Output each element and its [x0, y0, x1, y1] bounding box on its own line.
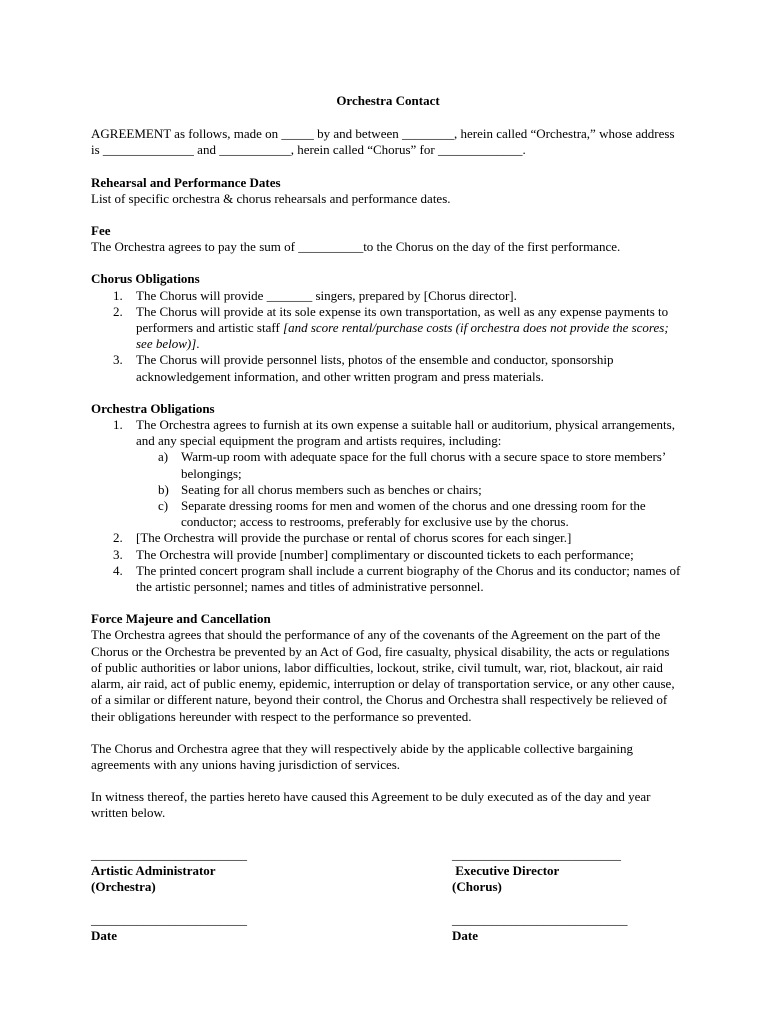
- force-majeure-heading: Force Majeure and Cancellation: [91, 611, 271, 627]
- list-item: [91, 288, 681, 304]
- list-item-text: The Orchestra agrees to furnish at its own expense a suitable hall or auditorium, physical arrangements, and any special equipment the program and artists requires, including:: [136, 417, 675, 449]
- list-marker: 4.: [113, 562, 123, 578]
- sub-list-marker: c): [158, 498, 169, 514]
- section-rehearsal: [91, 175, 681, 207]
- fee-body: The Orchestra agrees to pay the sum of __________to the Chorus on the day of the first performance.: [91, 239, 621, 255]
- list-marker: 2.: [113, 530, 123, 546]
- date-label: Date: [452, 928, 478, 944]
- list-marker: 3.: [113, 352, 123, 368]
- list-marker: 2.: [113, 303, 123, 319]
- sub-list-item: [136, 449, 681, 481]
- list-item-text: The Chorus will provide _______ singers, prepared by [Chorus director].: [136, 287, 517, 303]
- list-item-italic-note: [and score rental/purchase costs (if orchestra does not provide the scores; see below)]: [136, 320, 669, 352]
- rehearsal-heading: Rehearsal and Performance Dates: [91, 174, 281, 190]
- sub-list-item: [136, 498, 681, 530]
- date-block-chorus: [452, 912, 628, 944]
- sub-list-item-text: Separate dressing rooms for men and women of the chorus and one dressing room for the conductor; access to restrooms, preferably for exclusive use by the chorus.: [181, 498, 646, 530]
- force-majeure-body: The Orchestra agrees that should the performance of any of the covenants of the Agreement on the part of the Chorus or the Orchestra be prevented by an Act of God, fire casualty, physical disability, the acts or regulations of public authorities or labor unions, labor difficulties, lockout, strike, civil tumult, war, riot, blackout, air raid alarm, air raid, act of public enemy, epidemic, interruption or delay of transportation service, or any other cause, of a similar or different nature, beyond their control, the Chorus and Orchestra shall respectively be relieved of their obligations hereunder with respect to the performance so prevented.: [91, 627, 675, 724]
- sub-list-item-text: Warm-up room with adequate space for the full chorus with a secure space to store members’ belongings;: [181, 449, 666, 481]
- list-item: [91, 417, 681, 530]
- list-item-text: The printed concert program shall include a current biography of the Chorus and its conductor; names of the artistic personnel; names and titles of administrative personnel.: [136, 562, 681, 595]
- section-chorus-obligations: [91, 271, 681, 384]
- bargaining-paragraph: The Chorus and Orchestra agree that they will respectively abide by the applicable collective bargaining agreements with any unions having jurisdiction of services.: [91, 740, 633, 772]
- orchestra-obligations-list: [91, 417, 681, 595]
- rehearsal-body: List of specific orchestra & chorus rehearsals and performance dates.: [91, 190, 451, 206]
- list-item-text: The Chorus will provide at its sole expense its own transportation, as well as any expense payments to performers and artistic staff: [136, 303, 669, 336]
- list-item: [91, 530, 681, 546]
- list-item: [91, 352, 681, 384]
- orchestra-sub-list: [136, 449, 681, 530]
- signature-line: ________________________: [91, 847, 247, 862]
- list-item-tail: .: [196, 336, 200, 352]
- section-orchestra-obligations: [91, 401, 681, 595]
- section-fee: [91, 223, 681, 255]
- signature-party: (Chorus): [452, 879, 502, 895]
- list-item: [91, 547, 681, 563]
- date-line: ________________________: [91, 912, 247, 927]
- list-item-text: The Orchestra will provide [number] complimentary or discounted tickets to each performance;: [136, 546, 634, 562]
- date-line: ___________________________: [452, 912, 628, 927]
- list-item-text: The Chorus will provide personnel lists, photos of the ensemble and conductor, sponsorship acknowledgement information, and other written program and press materials.: [136, 352, 614, 384]
- document-body: [91, 93, 681, 822]
- fee-heading: Fee: [91, 223, 111, 239]
- list-marker: 1.: [113, 287, 123, 303]
- orchestra-obligations-heading: Orchestra Obligations: [91, 400, 215, 416]
- list-item-text: [The Orchestra will provide the purchase or rental of chorus scores for each singer.]: [136, 530, 572, 546]
- sub-list-marker: b): [158, 481, 169, 497]
- witness-paragraph: In witness thereof, the parties hereto have caused this Agreement to be duly executed as of the day and year written below.: [91, 789, 651, 821]
- signature-block-orchestra: [91, 847, 247, 896]
- signature-role: Artistic Administrator: [91, 863, 216, 879]
- chorus-obligations-heading: Chorus Obligations: [91, 271, 200, 287]
- list-marker: 3.: [113, 546, 123, 562]
- agreement-intro: AGREEMENT as follows, made on _____ by and between ________, herein called “Orchestra,” whose address is ______________ and ___________, herein called “Chorus” for _____________.: [91, 126, 675, 158]
- sub-list-item-text: Seating for all chorus members such as benches or chairs;: [181, 481, 482, 497]
- list-item: [91, 304, 681, 353]
- list-marker: 1.: [113, 417, 123, 433]
- sub-list-marker: a): [158, 449, 169, 465]
- signature-block-chorus: [452, 847, 621, 896]
- signature-line: __________________________: [452, 847, 621, 862]
- date-label: Date: [91, 928, 117, 944]
- sub-list-item: [136, 482, 681, 498]
- signature-party: (Orchestra): [91, 879, 156, 895]
- list-item: [91, 563, 681, 595]
- document-title: Orchestra Contact: [336, 93, 440, 108]
- signature-role: Executive Director: [452, 863, 560, 879]
- date-block-orchestra: [91, 912, 247, 944]
- section-force-majeure: [91, 611, 681, 724]
- chorus-obligations-list: [91, 288, 681, 385]
